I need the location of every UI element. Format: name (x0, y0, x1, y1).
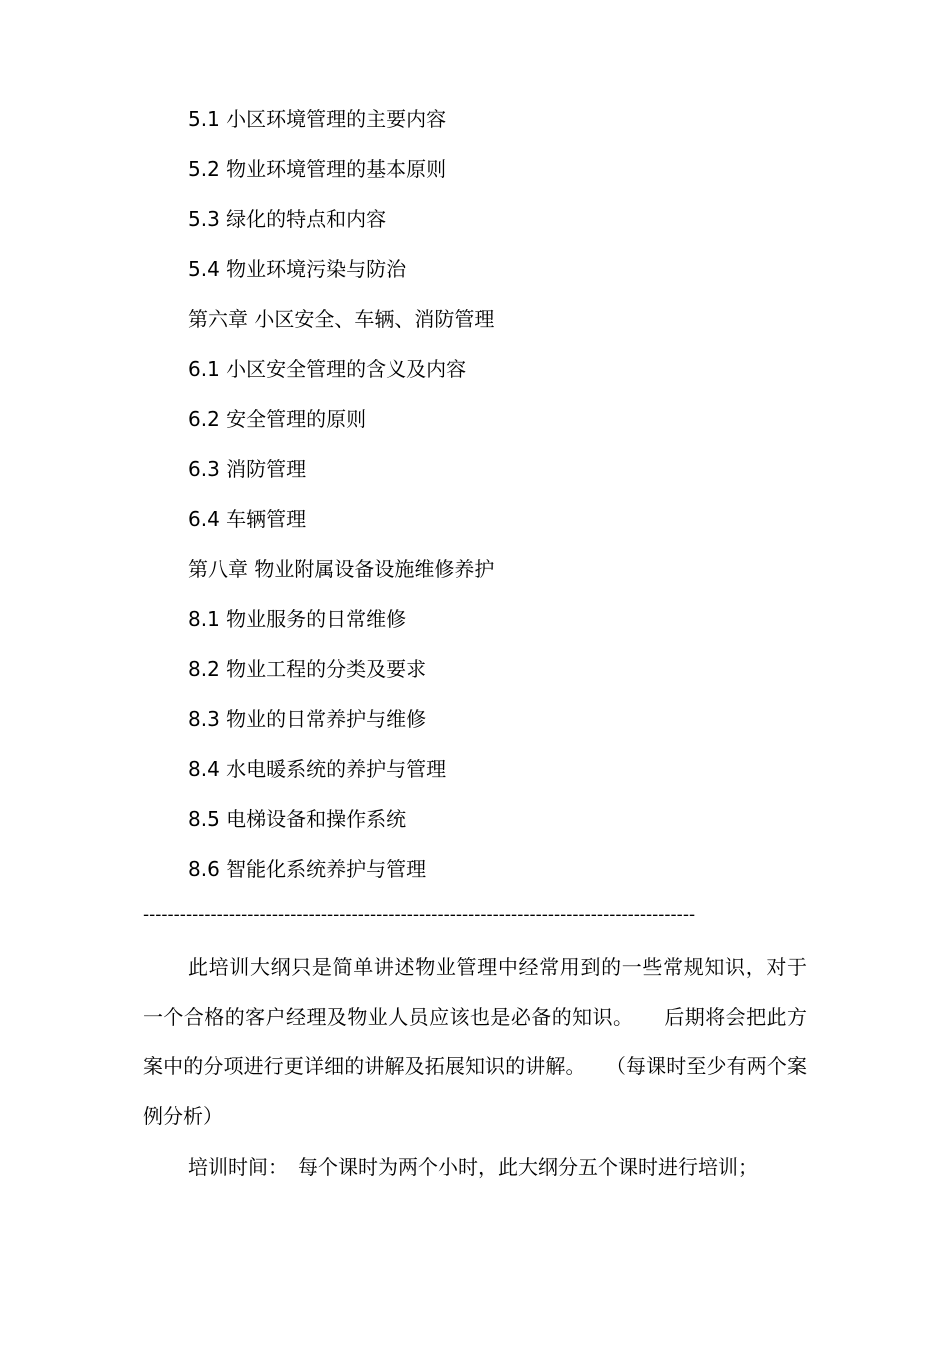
outline-item: 5.2 物业环境管理的基本原则 (188, 157, 447, 181)
chapter-heading: 第六章 小区安全、车辆、消防管理 (188, 307, 495, 331)
outline-item: 8.1 物业服务的日常维修 (188, 607, 407, 631)
chapter-heading: 第八章 物业附属设备设施维修养护 (188, 557, 495, 581)
outline-item: 6.1 小区安全管理的含义及内容 (188, 357, 467, 381)
outline-item: 6.3 消防管理 (188, 457, 307, 481)
outline-item: 5.3 绿化的特点和内容 (188, 207, 387, 231)
outline-item: 5.1 小区环境管理的主要内容 (188, 107, 447, 131)
body-paragraph: 此培训大纲只是简单讲述物业管理中经常用到的一些常规知识，对于一个合格的客户经理及物业人员应该也是必备的知识。 后期将会把此方案中的分项进行更详细的讲解及拓展知识的讲解。 （每课时至少有两个案例分析） (143, 955, 807, 1128)
outline-item: 8.6 智能化系统养护与管理 (188, 857, 427, 881)
outline-item: 8.2 物业工程的分类及要求 (188, 657, 427, 681)
training-time-paragraph: 培训时间： 每个课时为两个小时，此大纲分五个课时进行培训； (188, 1155, 758, 1179)
outline-item: 5.4 物业环境污染与防治 (188, 257, 407, 281)
dashed-divider: ------------------------------------------------------------------------------------------ (143, 905, 696, 925)
outline-item: 6.4 车辆管理 (188, 507, 307, 531)
outline-item: 8.3 物业的日常养护与维修 (188, 707, 427, 731)
outline-item: 8.4 水电暖系统的养护与管理 (188, 757, 447, 781)
outline-item: 8.5 电梯设备和操作系统 (188, 807, 407, 831)
outline-item: 6.2 安全管理的原则 (188, 407, 367, 431)
outline-list (188, 101, 828, 901)
